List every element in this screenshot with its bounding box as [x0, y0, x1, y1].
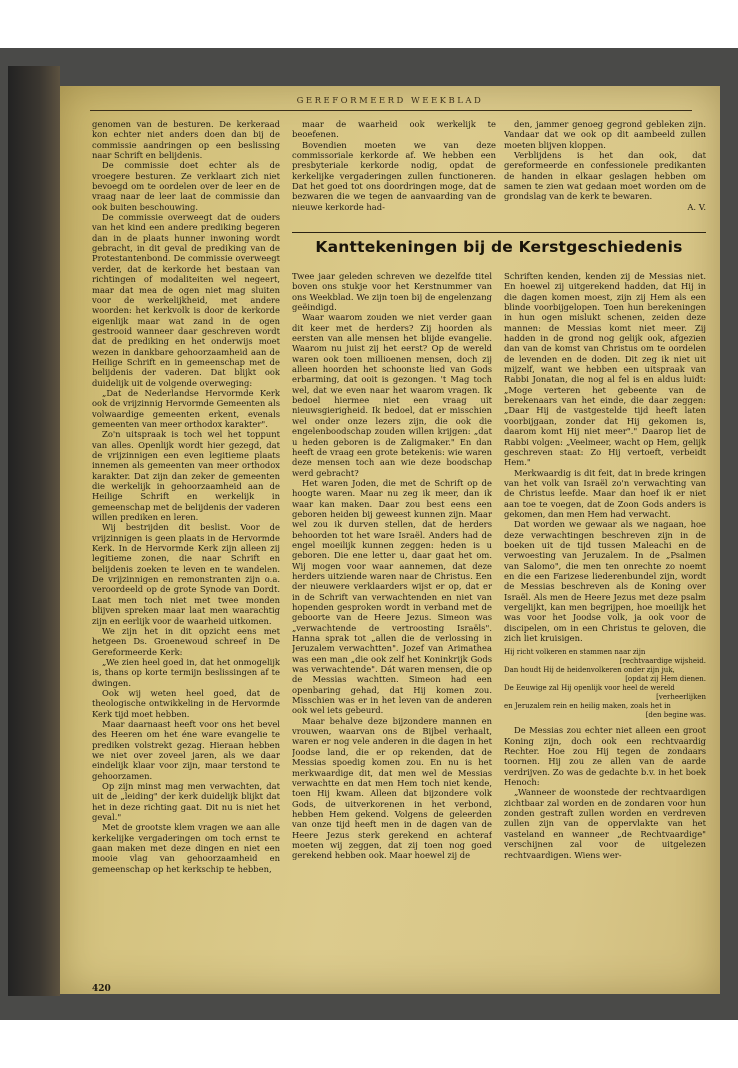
- poem-line: De Eeuwige zal Hij openlijk voor heel de wereld: [504, 684, 675, 693]
- paragraph: „We zien heel goed in, dat het onmogelijk is, thans op korte termijn beslissingen af te dwingen.: [92, 656, 280, 688]
- paragraph: Het waren Joden, die met de Schrift op de hoogte waren. Maar nu zeg ik meer, dan ik waar kan maken. Daar zou best eens een geboren heiden bij geweest kunnen zijn. Maar wel zou ik durven stellen, dat de herders behoorden tot het ware Israël. Anders had de engel moeilijk kunnen zeggen: heden is u geboren. Die ene letter u, daar gaat het om. Wij mogen voor waar aannemen, dat deze herders uitziende waren naar de Christus. Een der nieuwere verklaarders wijst er op, dat er in de Schrift van verwachtenden en niet van hopenden gesproken wordt in verband met de geboorte van de Heere Jezus. Simeon was „verwachtende de vertroosting Israëls". Hanna sprak tot „allen die de verlossing in Jeruzalem verwachtten". Jozef van Arimathea was een man „die ook zelf het Koninkrijk Gods was verwachtende". Dát waren mensen, die op de Messias wachtten. Simeon had een openbaring gehad, dat Hij komen zou. Misschien was er in het leven van de anderen ook wel iets gebeurd.: [292, 477, 492, 716]
- paragraph: genomen van de besturen. De kerkeraad kon echter niet anders doen dan bij de commissie aandringen op een beslissing naar Schrift en belijdenis.: [92, 119, 280, 161]
- poem-line-continuation: [den begine was.: [645, 711, 706, 720]
- author-signature: A. V.: [687, 201, 706, 212]
- binding-shadow: [8, 66, 60, 996]
- poem-line: Dan houdt Hij de heidenvolkeren onder zijn juk,: [504, 666, 675, 675]
- paragraph: maar de waarheid ook werkelijk te beoefenen.: [292, 119, 496, 140]
- paragraph: De commissie overweegt dat de ouders van het kind een andere prediking begeren dan in de plaats hunner inwoning wordt gebracht, in dit geval de prediking van de Protestantenbond. De commissie overweegt verder, dat de kerkorde het bestaan van richtingen of modaliteiten wel negeert, maar dat mea de ogen niet mag sluiten voor de werkelijkheid, met andere woorden: het kerkvolk is door de kerkorde eigenlijk maar wat zand in de ogen gestrooid wanneer daar geschreven wordt dat de prediking en het onderwijs moet wezen in dankbare gehoorzaamheid aan de Heilige Schrift en in gemeenschap met de belijdenis der vaderen. Dat blijkt ook duidelijk uit de volgende overweging:: [92, 212, 280, 388]
- poem-line-continuation: [verheerlijken: [656, 693, 706, 702]
- paragraph: „Dat de Nederlandse Hervormde Kerk ook de vrijzinnig Hervormde Gemeenten als volwaardige gemeenten erkent, evenals gemeenten van meer orthodox karakter".: [92, 387, 280, 429]
- paragraph: Maar daarnaast heeft voor ons het bevel des Heeren om het éne ware evangelie te prediken volstrekt gezag. Hieraan hebben we niet over zoveel jaren, als we daar eindelijk klaar voor zijn, maar terstond te gehoorzamen.: [92, 718, 280, 781]
- poem-line: en Jeruzalem rein en heilig maken, zoals het in: [504, 702, 671, 711]
- paragraph: Schriften kenden, kenden zij de Messias niet. En hoewel zij uitgerekend hadden, dat Hij in die dagen komen moest, zijn zij Hem als een blinde voorbijgelopen. Toen hun berekeningen in hun ogen mislukt schenen, zeiden deze mannen: de Messias komt niet meer. Zij hadden in de grond nog gelijk ook, afgezien dan van de komst van Christus om te oordelen de levenden en de doden. Dit zeg ik niet uit mijzelf, want we hebben een uitspraak van Rabbi Jonatan, die nog al fel is en aldus luidt: „Moge verteren het gebeente van de berekenaars van het einde, die daar zeggen: „Daar Hij de vastgestelde tijd heeft laten voorbijgaan, zonder dat Hij gekomen is, daarom komt Hij niet meer"." Daarop liet de Rabbi volgen: „Veelmeer, wacht op Hem, gelijk geschreven staat: Zo Hij vertoeft, verbeidt Hem.": [504, 271, 706, 468]
- header-rule: [90, 110, 692, 111]
- page-number: 420: [92, 984, 111, 994]
- paragraph: Merkwaardig is dit feit, dat in brede kringen van het volk van Israël zo'n verwachting van de Christus leefde. Maar dan hoef ik er niet aan toe te voegen, dat de Zoon Gods anders is gekomen, dan men Hem had verwacht.: [504, 467, 706, 519]
- column-1: [92, 119, 280, 981]
- paragraph: Zo'n uitspraak is toch wel het toppunt van alles. Openlijk wordt hier gezegd, dat de vrijzinnigen een even legitieme plaats innemen als gemeenten van meer orthodox karakter. Dat zijn dan zeker de gemeenten die werkelijk in gehoorzaamheid aan de Heilige Schrift en werkelijk in gemeenschap met de belijdenis der vaderen willen prediken en leren.: [92, 429, 280, 523]
- column-3-top: [504, 119, 706, 227]
- paragraph: Maar behalve deze bijzondere mannen en vrouwen, waarvan ons de Bijbel verhaalt, waren er nog vele anderen in die dagen in het Joodse land, die er op rekenden, dat de Messias spoedig komen zou. En nu is het merkwaardige dit, dat men wel de Messias verwachtte en dat men Hem toch niet kende, toen Hij kwam. Alleen dat bijzondere volk Gods, de uitverkorenen in het verbond, hebben Hem gekend. Volgens de geleerden van onze tijd heeft men in de dagen van de Heere Jezus sterk gerekend en achteraf moeten wij zeggen, dat zij toen nog goed gerekend hebben ook. Maar hoewel zij de: [292, 715, 492, 861]
- paragraph: „Wanneer de woonstede der rechtvaardigen zichtbaar zal worden en de zondaren voor hun zonden gestraft zullen worden en verdreven zullen zijn van de oppervlakte van het vasteland en wanneer „de Rechtvaardige" verschijnen zal voor de uitgelezen rechtvaardigen. Wiens wer-: [504, 787, 706, 860]
- paragraph: Met de grootste klem vragen we aan alle kerkelijke vergaderingen om toch ernst te gaan maken met deze dingen en niet een mooie vlag van gehoorzaamheid en gemeenschap op het kerkschip te hebben,: [92, 822, 280, 874]
- paragraph: Dat worden we gewaar als we nagaan, hoe deze verwachtingen beschreven zijn in de boeken uit de tijd tussen Maleachi en de verwoesting van Jeruzalem. In de „Psalmen van Salomo", die men ten onrechte zo noemt en die een Farizese liederenbundel zijn, wordt de Messias beschreven als de Koning over Israël. Als men de Heere Jezus met deze psalm vergelijkt, kan men begrijpen, hoe moeilijk het was voor het Joodse volk, ja ook voor de discipelen, om in een Christus te geloven, die zich liet kruisigen.: [504, 519, 706, 644]
- paragraph: den, jammer genoeg gegrond gebleken zijn. Vandaar dat we ook op dit aambeeld zullen moeten blijven kloppen.: [504, 119, 706, 150]
- paragraph: Twee jaar geleden schreven we dezelfde titel boven ons stukje voor het Kerstnummer van ons Weekblad. We zijn toen bij de engelenzang geëindigd.: [292, 271, 492, 313]
- column-2-article: [292, 271, 492, 981]
- running-head: GEREFORMEERD WEEKBLAD: [296, 96, 484, 106]
- paragraph: Ook wij weten heel goed, dat de theologische ontwikkeling in de Hervormde Kerk tijd moet hebben.: [92, 687, 280, 719]
- article-title: Kanttekeningen bij de Kerstgeschiedenis: [315, 238, 683, 256]
- poem-line: Hij richt volkeren en stammen naar zijn: [504, 648, 646, 657]
- column-3-article: [504, 271, 706, 981]
- poem-quote: [504, 648, 706, 720]
- paragraph: De Messias zou echter niet alleen een groot Koning zijn, doch ook een rechtvaardig Rechter. Hoe zou Hij tegen de zondaars toornen. Hij zou ze allen van de aarde verdrijven. Zo was de gedachte b.v. in het boek Henoch:: [504, 725, 706, 788]
- paragraph: Wij bestrijden dit beslist. Voor de vrijzinnigen is geen plaats in de Hervormde Kerk. In de Hervormde Kerk zijn alleen zij legitieme zonen, die naar Schrift en belijdenis zoeken te leven en te wandelen. De vrijzinnigen en remonstranten zijn o.a. veroordeeld op de grote Synode van Dordt. Laat men toch niet met twee monden blijven spreken maar laat men waarachtig zijn en eerlijk voor de waarheid uitkomen.: [92, 522, 280, 626]
- paragraph: Op zijn minst mag men verwachten, dat uit de „leiding" der kerk duidelijk blijkt dat het in deze richting gaat. Dit nu is niet het geval.": [92, 781, 280, 823]
- paragraph: Bovendien moeten we van deze commissoriale kerkorde af. We hebben een presbyteriale kerkorde nodig, opdat de kerkelijke vergaderingen zullen functioneren. Dat het goed tot ons doordringen moge, dat de bezwaren die we tegen de aanvaarding van de nieuwe kerkorde had-: [292, 139, 496, 212]
- article-divider: [292, 232, 706, 233]
- paragraph: Verblijdens is het dan ook, dat gereformeerde en confessionele predikanten de handen in elkaar geslagen hebben om samen te zien wat gedaan moet worden om de grondslag van de kerk te bewaren.: [504, 150, 706, 202]
- paragraph: De commissie doet echter als de vroegere besturen. Ze verklaart zich niet bevoegd om te oordelen over de leer en de vraag naar de leer laat de commissie dan ook buiten beschouwing.: [92, 160, 280, 212]
- newspaper-page: [60, 86, 720, 994]
- paragraph: Waar waarom zouden we niet verder gaan dit keer met de herders? Zij hoorden als eersten van alle mensen het blijde evangelie. Waarom nu juist zij het eerst? Op de wereld waren ook toen millioenen mensen, doch zij alleen hoorden het schoonste lied van Gods erbarming, dat ooit is gezongen. 't Mag toch wel, dat we even naar het waarom vragen. Ik bedoel hiermee niet een vraag uit nieuwsgierigheid. Ik bedoel, dat er misschien wel onder onze lezers zijn, die ook die engelenboodschap zouden willen krijgen: „dat u heden geboren is de Zaligmaker." En dan heeft de vraag een grote betekenis: wie waren deze mensen toch aan wie deze boodschap werd gebracht?: [292, 312, 492, 478]
- top-margin: [0, 0, 738, 48]
- column-2-top: [292, 119, 496, 227]
- paragraph: We zijn het in dit opzicht eens met hetgeen Ds. Groenewoud schreef in De Gereformeerde Kerk:: [92, 625, 280, 657]
- poem-line-continuation: [rechtvaardige wijsheid.: [619, 657, 706, 666]
- bottom-margin: [0, 1020, 738, 1068]
- poem-line-continuation: [opdat zij Hem dienen.: [625, 675, 706, 684]
